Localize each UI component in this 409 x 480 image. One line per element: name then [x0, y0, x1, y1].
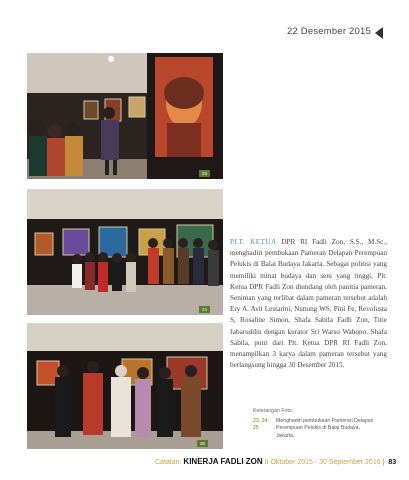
caption-line: Menghadiri pembukaan Pameran Delapan: [276, 417, 374, 424]
article-lead: PLT. KETUA: [230, 238, 277, 246]
photo-3: [27, 323, 223, 449]
caption-ref: 23, 24, 25: [253, 417, 269, 431]
photo-2: [27, 189, 223, 315]
gallery-scene-2: [27, 189, 223, 315]
gallery-scene-3: [27, 323, 223, 449]
photo-tag: 25: [197, 440, 208, 447]
footer-period: II Oktober 2015 - 30 September 2016: [264, 459, 381, 466]
photo-tag: 23: [199, 170, 210, 177]
footer-brand: KINERJA FADLI ZON: [183, 457, 263, 466]
date-header: 22 Desember 2015: [286, 26, 371, 37]
caption-line: Perempuan Pelukis di Balai Budaya,: [276, 425, 360, 431]
caption-lines: [276, 418, 373, 441]
gallery-scene-1: [27, 53, 223, 179]
caption-line: Jakarta.: [276, 432, 295, 439]
photo-caption: [253, 408, 393, 440]
footer-prefix: Catatan:: [155, 459, 182, 466]
article-body: [230, 237, 387, 371]
caption-title: Keterangan Foto:: [253, 408, 294, 414]
arrow-left-icon: [375, 27, 383, 39]
page-number: 83: [388, 459, 397, 466]
article-text: DPR RI Fadli Zon, S.S., M.Sc., menghadiri pembukaan Pameran Delapan Perempuan Pelukis di Balai Budaya Jakarta. Sebagai politisi yang memiliki minat budaya dan seni yang tinggi, Plt. Ketua DPR Fadli Zon diundang oleh panitia pameran. Seniman yang terlibat dalam pameran tersebut adalah Ery A. Avit Lestarini, Nunung WS, Pini Fe, Revolusta S, Rosaline Simon, Shafa Sabila Fadli Zon, Titie Jabaruddin dengan kurator Sri Warso Wahono. Shafa Sabila, putri dari Plt. Ketua DPR RI Fadli Zon, menampilkan 3 karya dalam pameran tersebut yang berlangsung hingga 30 Desember 2015.: [230, 238, 387, 370]
photo-tag: 24: [199, 306, 210, 313]
photo-1: [27, 53, 223, 179]
page-footer: Catatan: KINERJA FADLI ZON II Oktober 2015 - 30 September 2016 | 83: [155, 457, 397, 466]
